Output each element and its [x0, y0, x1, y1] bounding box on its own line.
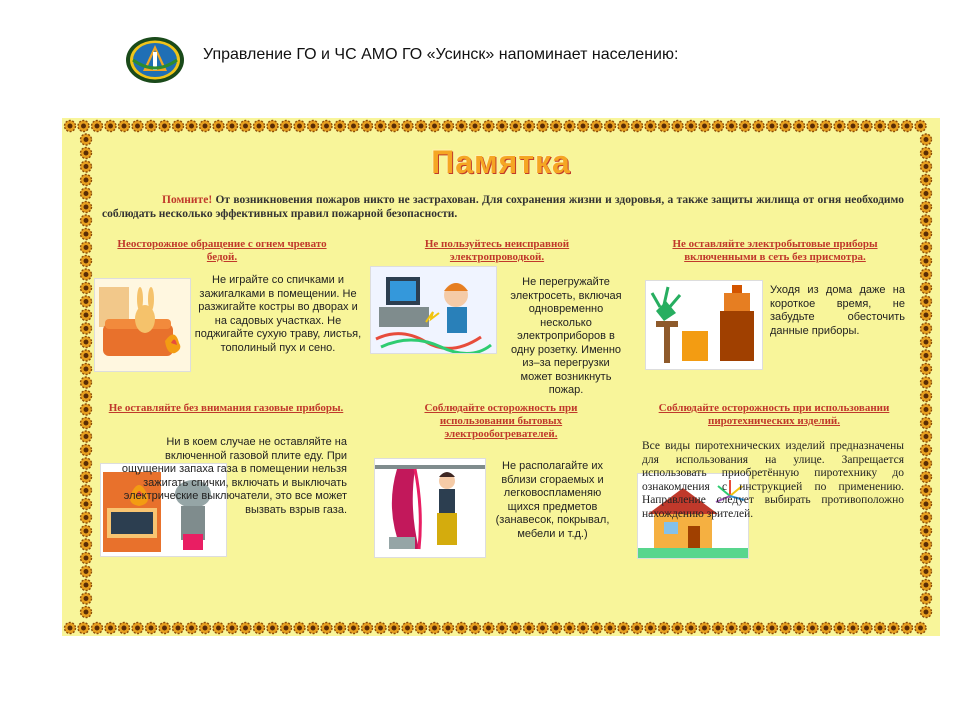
border-sun-icon	[92, 121, 103, 132]
border-sun-icon	[921, 202, 932, 213]
border-sun-icon	[78, 623, 89, 634]
border-sun-icon	[921, 580, 932, 591]
border-sun-icon	[921, 607, 932, 618]
border-sun-icon	[81, 512, 92, 523]
border-sun-icon	[119, 121, 130, 132]
border-sun-icon	[81, 256, 92, 267]
border-sun-icon	[81, 526, 92, 537]
border-sun-icon	[524, 623, 535, 634]
border-sun-icon	[81, 580, 92, 591]
border-sun-icon	[227, 121, 238, 132]
border-sun-icon	[551, 623, 562, 634]
border-sun-icon	[213, 623, 224, 634]
border-sun-icon	[605, 121, 616, 132]
border-sun-icon	[81, 499, 92, 510]
border-sun-icon	[591, 623, 602, 634]
border-sun-icon	[483, 623, 494, 634]
border-sun-icon	[81, 445, 92, 456]
border-sun-icon	[921, 188, 932, 199]
border-sun-icon	[618, 623, 629, 634]
border-sun-icon	[537, 121, 548, 132]
border-sun-icon	[443, 623, 454, 634]
border-sun-icon	[267, 121, 278, 132]
border-sun-icon	[81, 202, 92, 213]
border-sun-icon	[362, 121, 373, 132]
border-sun-icon	[81, 350, 92, 361]
border-sun-icon	[281, 121, 292, 132]
border-sun-icon	[119, 623, 130, 634]
border-sun-icon	[753, 121, 764, 132]
border-sun-icon	[429, 121, 440, 132]
section-body-appliances: Уходя из дома даже на короткое время, не забудьте обесточить данные приборы.	[770, 284, 905, 337]
border-sun-icon	[821, 623, 832, 634]
border-sun-icon	[402, 121, 413, 132]
border-sun-icon	[81, 539, 92, 550]
border-sun-icon	[921, 269, 932, 280]
border-sun-icon	[645, 121, 656, 132]
border-sun-icon	[105, 121, 116, 132]
border-sun-icon	[81, 269, 92, 280]
border-sun-icon	[921, 553, 932, 564]
border-sun-icon	[159, 623, 170, 634]
border-sun-icon	[81, 458, 92, 469]
border-sun-icon	[921, 364, 932, 375]
border-sun-icon	[921, 526, 932, 537]
border-sun-icon	[921, 472, 932, 483]
border-sun-icon	[483, 121, 494, 132]
border-sun-icon	[416, 623, 427, 634]
section-body-gas: Ни в коем случае не оставляйте на включенной газовой плите еду. При ощущении запаха газа в помещении нельзя зажигать спички, включать и выключать электрические выключатели, это все может вызвать взрыв газа.	[121, 436, 347, 516]
border-sun-icon	[915, 623, 926, 634]
border-sun-icon	[537, 623, 548, 634]
appliances-picture	[645, 280, 763, 370]
border-sun-icon	[632, 121, 643, 132]
border-sun-icon	[510, 623, 521, 634]
border-sun-icon	[834, 623, 845, 634]
section-body-pyrotechnics: Все виды пиротехнических изделий предназначены для использования на улице. Запрещается использовать приобретённую пиротехнику до ознакомления с инструкцией по применению. Направление следует выбирать противоположно нахождению зрителей.	[642, 440, 904, 520]
border-sun-icon	[240, 121, 251, 132]
section-body-heaters: Не располагайте их вблизи сгораемых и легковоспламеняю щихся предметов (занавесок, покрывал, мебели и т.д.)	[495, 460, 610, 540]
border-sun-icon	[524, 121, 535, 132]
border-sun-icon	[921, 499, 932, 510]
rabbit-sofa-icon	[95, 279, 190, 371]
border-sun-icon	[173, 623, 184, 634]
section-heading-wiring: Не пользуйтесь неисправной электропроводкой.	[424, 238, 570, 263]
border-sun-icon	[416, 121, 427, 132]
border-sun-icon	[254, 121, 265, 132]
border-sun-icon	[921, 296, 932, 307]
border-sun-icon	[81, 215, 92, 226]
border-sun-icon	[497, 121, 508, 132]
section-heading-pyrotechnics: Соблюдайте осторожность при использовании пиротехнических изделий.	[658, 402, 890, 427]
border-sun-icon	[921, 566, 932, 577]
border-sun-icon	[753, 623, 764, 634]
border-sun-icon	[308, 121, 319, 132]
border-sun-icon	[81, 485, 92, 496]
border-sun-icon	[321, 623, 332, 634]
border-sun-icon	[443, 121, 454, 132]
border-sun-icon	[921, 323, 932, 334]
border-sun-icon	[794, 121, 805, 132]
border-sun-icon	[921, 310, 932, 321]
border-sun-icon	[921, 350, 932, 361]
border-sun-icon	[921, 391, 932, 402]
border-sun-icon	[921, 458, 932, 469]
border-sun-icon	[335, 623, 346, 634]
border-sun-icon	[456, 623, 467, 634]
border-sun-icon	[888, 121, 899, 132]
border-sun-icon	[159, 121, 170, 132]
border-sun-icon	[81, 418, 92, 429]
border-sun-icon	[402, 623, 413, 634]
border-sun-icon	[921, 242, 932, 253]
border-sun-icon	[659, 623, 670, 634]
border-sun-icon	[686, 121, 697, 132]
border-sun-icon	[780, 623, 791, 634]
border-sun-icon	[780, 121, 791, 132]
border-sun-icon	[81, 607, 92, 618]
border-sun-icon	[294, 623, 305, 634]
border-sun-icon	[81, 472, 92, 483]
border-sun-icon	[429, 623, 440, 634]
border-sun-icon	[740, 623, 751, 634]
border-sun-icon	[81, 593, 92, 604]
border-sun-icon	[81, 283, 92, 294]
border-sun-icon	[81, 242, 92, 253]
border-sun-icon	[81, 323, 92, 334]
heater-picture	[374, 458, 486, 558]
border-sun-icon	[294, 121, 305, 132]
border-sun-icon	[240, 623, 251, 634]
border-sun-icon	[921, 512, 932, 523]
border-sun-icon	[659, 121, 670, 132]
border-sun-icon	[213, 121, 224, 132]
border-sun-icon	[645, 623, 656, 634]
intro-paragraph	[102, 193, 904, 221]
border-sun-icon	[921, 256, 932, 267]
border-sun-icon	[713, 623, 724, 634]
border-sun-icon	[632, 623, 643, 634]
border-sun-icon	[105, 623, 116, 634]
border-sun-icon	[81, 377, 92, 388]
border-sun-icon	[227, 623, 238, 634]
border-sun-icon	[267, 623, 278, 634]
wiring-picture	[370, 266, 497, 354]
border-sun-icon	[81, 188, 92, 199]
border-sun-icon	[200, 623, 211, 634]
border-sun-icon	[308, 623, 319, 634]
border-sun-icon	[254, 623, 265, 634]
border-sun-icon	[81, 553, 92, 564]
border-sun-icon	[146, 121, 157, 132]
border-sun-icon	[81, 391, 92, 402]
border-sun-icon	[921, 377, 932, 388]
border-sun-icon	[618, 121, 629, 132]
border-sun-icon	[81, 296, 92, 307]
border-sun-icon	[902, 623, 913, 634]
border-sun-icon	[389, 121, 400, 132]
border-sun-icon	[921, 215, 932, 226]
border-sun-icon	[81, 310, 92, 321]
border-sun-icon	[81, 229, 92, 240]
memo-poster	[62, 118, 940, 636]
border-sun-icon	[767, 121, 778, 132]
border-sun-icon	[186, 121, 197, 132]
border-sun-icon	[888, 623, 899, 634]
border-sun-icon	[699, 623, 710, 634]
border-sun-icon	[335, 121, 346, 132]
section-heading-fire: Неосторожное обращение с огнем чревато бедой.	[117, 238, 327, 263]
border-sun-icon	[921, 229, 932, 240]
border-sun-icon	[564, 623, 575, 634]
poster-title: Памятка	[431, 144, 571, 180]
intro-prefix: Помните!	[162, 194, 213, 206]
border-sun-icon	[348, 121, 359, 132]
border-sun-icon	[713, 121, 724, 132]
border-sun-icon	[591, 121, 602, 132]
border-sun-icon	[173, 121, 184, 132]
section-body-fire: Не играйте со спичками и зажигалками в помещении. Не разжигайте костры во дворах и на садовых участках. Не поджигайте сухую траву, листья, тополиный пух и сено.	[194, 274, 362, 354]
border-sun-icon	[578, 623, 589, 634]
section-heading-gas: Не оставляйте без внимания газовые приборы.	[108, 402, 344, 414]
border-sun-icon	[605, 623, 616, 634]
border-sun-icon	[65, 623, 76, 634]
border-sun-icon	[456, 121, 467, 132]
border-sun-icon	[921, 418, 932, 429]
fire-hazard-picture	[94, 278, 191, 372]
header-title: Управление ГО и ЧС АМО ГО «Усинск» напоминает населению:	[203, 46, 679, 63]
border-sun-icon	[921, 431, 932, 442]
border-sun-icon	[848, 121, 859, 132]
border-sun-icon	[81, 337, 92, 348]
border-sun-icon	[699, 121, 710, 132]
intro-text: От возникновения пожаров никто не застрахован. Для сохранения жизни и здоровья, а также защиты жилища от огня необходимо соблюдать несколько эффективных правил пожарной безопасности.	[102, 194, 904, 220]
border-sun-icon	[362, 623, 373, 634]
border-sun-icon	[902, 121, 913, 132]
border-sun-icon	[375, 623, 386, 634]
border-sun-icon	[921, 283, 932, 294]
border-sun-icon	[81, 404, 92, 415]
section-body-wiring: Не перегружайте электросеть, включая одновременно несколько электроприборов в одну розетку. Именно из–за перегрузки может возникнуть пожар.	[510, 276, 622, 396]
border-sun-icon	[767, 623, 778, 634]
border-sun-icon	[726, 121, 737, 132]
border-sun-icon	[497, 623, 508, 634]
border-sun-icon	[78, 121, 89, 132]
border-sun-icon	[861, 121, 872, 132]
border-sun-icon	[81, 566, 92, 577]
border-sun-icon	[200, 121, 211, 132]
border-sun-icon	[921, 593, 932, 604]
border-sun-icon	[921, 485, 932, 496]
border-sun-icon	[146, 623, 157, 634]
border-sun-icon	[921, 404, 932, 415]
border-sun-icon	[915, 121, 926, 132]
border-sun-icon	[348, 623, 359, 634]
border-sun-icon	[875, 623, 886, 634]
border-sun-icon	[92, 623, 103, 634]
border-sun-icon	[81, 431, 92, 442]
border-sun-icon	[578, 121, 589, 132]
border-sun-icon	[726, 623, 737, 634]
border-sun-icon	[848, 623, 859, 634]
border-sun-icon	[132, 121, 143, 132]
border-sun-icon	[686, 623, 697, 634]
border-sun-icon	[834, 121, 845, 132]
border-sun-icon	[921, 539, 932, 550]
border-sun-icon	[470, 623, 481, 634]
emergency-emblem-icon	[125, 36, 185, 84]
border-sun-icon	[375, 121, 386, 132]
border-sun-icon	[281, 623, 292, 634]
border-sun-icon	[875, 121, 886, 132]
border-sun-icon	[740, 121, 751, 132]
border-sun-icon	[921, 445, 932, 456]
section-heading-appliances: Не оставляйте электробытовые приборы включенными в сеть без присмотра.	[672, 238, 878, 263]
header	[125, 36, 185, 84]
border-sun-icon	[551, 121, 562, 132]
border-sun-icon	[794, 623, 805, 634]
border-sun-icon	[564, 121, 575, 132]
border-sun-icon	[807, 623, 818, 634]
border-sun-icon	[672, 121, 683, 132]
border-sun-icon	[807, 121, 818, 132]
border-sun-icon	[132, 623, 143, 634]
border-sun-icon	[81, 364, 92, 375]
border-sun-icon	[470, 121, 481, 132]
border-sun-icon	[321, 121, 332, 132]
border-sun-icon	[65, 121, 76, 132]
section-heading-heaters: Соблюдайте осторожность при использовании бытовых электрообогревателей.	[424, 402, 578, 440]
border-sun-icon	[861, 623, 872, 634]
border-sun-icon	[510, 121, 521, 132]
woman-curtain-heater-icon	[375, 459, 485, 557]
border-sun-icon	[672, 623, 683, 634]
border-sun-icon	[821, 121, 832, 132]
border-sun-icon	[186, 623, 197, 634]
border-sun-icon	[921, 337, 932, 348]
boy-computer-icon	[371, 267, 496, 353]
border-sun-icon	[389, 623, 400, 634]
iron-table-icon	[646, 281, 762, 369]
